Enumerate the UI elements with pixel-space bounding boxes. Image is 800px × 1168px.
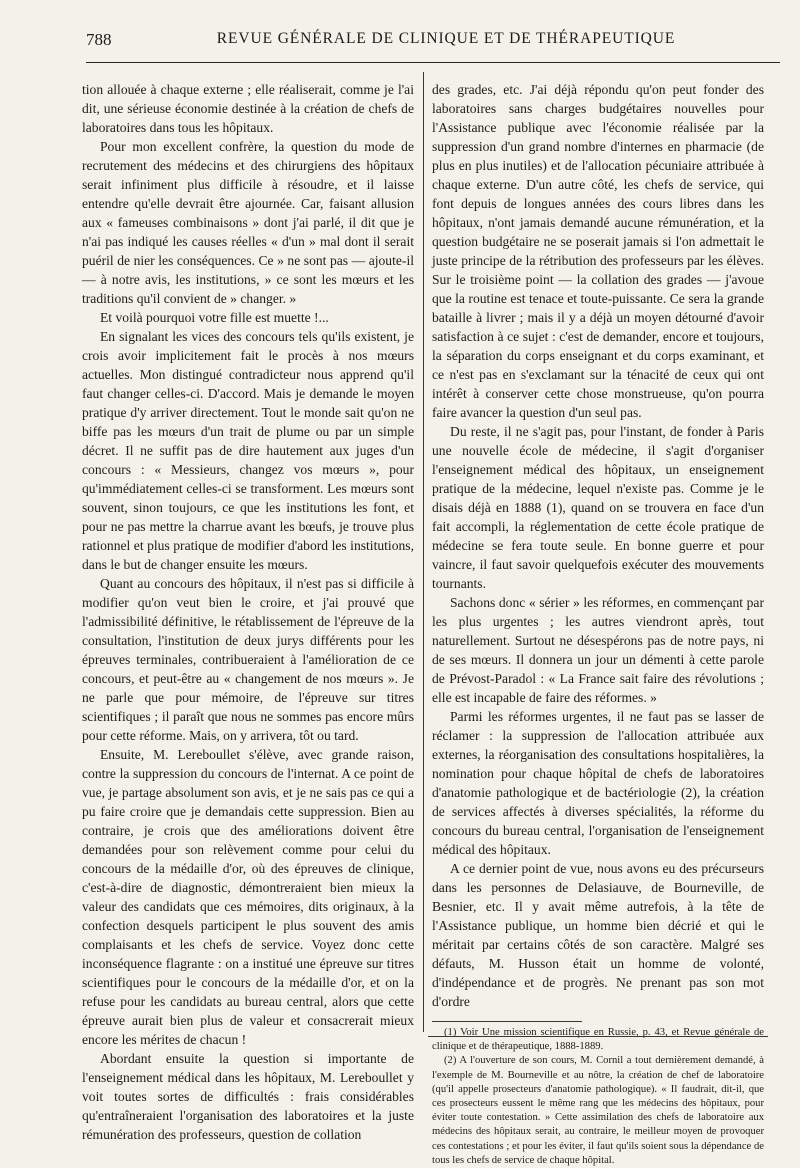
- running-title: REVUE GÉNÉRALE DE CLINIQUE ET DE THÉRAPEUTIQUE: [216, 30, 676, 47]
- header-rule: [86, 62, 780, 63]
- paragraph: Ensuite, M. Lereboullet s'élève, avec grande raison, contre la suppression du concours de l'internat. A ce point de vue, je partage absolument son avis, et je ne sais pas ce qui a pu faire croire que je demandais cette suppression. Bien au contraire, je crois que des améliorations doivent être demandées pour son relèvement comme pour celui du concours de la médaille d'or, où des épreuves de clinique, c'est-à-dire de diagnostic, démontreraient bien mieux la valeur des candidats que ces mémoires, dits originaux, à la confection desquels participent le plus souvent des amis complaisants et les chefs de service. Voyez donc cette inconséquence flagrante : on a institué une épreuve sur titres scientifiques pour le concours de la médaille d'or, et on la refuse pour les candidats au bureau central, alors que cette épreuve aurait bien plus de valeur et consacrerait mieux encore les mérites de chacun !: [82, 747, 414, 1047]
- footnote: (2) A l'ouverture de son cours, M. Cornil a tout dernièrement demandé, à l'exemple de M. Bourneville et au nôtre, la création de chef de laboratoire (qu'il appelle prosecteurs d'anatomie pathologique). « Il faudrait, dit-il, que ces prosecteurs eussent le même rang que les médecins des hôpitaux, pour éviter toute contestation. » Cette assimilation des chefs de laboratoire aux médecins des hôpitaux serait, au contraire, le meilleur moyen de provoquer ces contestations ; et pour les éviter, il faut qu'ils soient sous la dépendance de tous les chefs de service de chaque hôpital.: [432, 1055, 764, 1166]
- bottom-rule: [428, 1036, 768, 1037]
- right-column: [432, 80, 764, 1168]
- column-divider: [423, 72, 424, 1032]
- paragraph: Abordant ensuite la question si importante de l'enseignement médical dans les hôpitaux, M. Lereboullet y voit toutes sortes de difficultés : frais considérables qu'entraîneraient l'organisation des laboratoires et la juste rémunération des professeurs, question de collation: [82, 1051, 414, 1142]
- paragraph: Et voilà pourquoi votre fille est muette !...: [100, 310, 329, 325]
- footnote-rule: [432, 1021, 582, 1022]
- footnotes: [432, 1026, 764, 1168]
- paragraph: des grades, etc. J'ai déjà répondu qu'on peut fonder des laboratoires sans charges budgétaires nouvelles pour l'Assistance publique avec l'économie réalisée par la suppression d'un grand nombre d'internes en pharmacie (de plus en plus inutiles) et de l'allocation pécuniaire attribuée à chaque externe. D'un autre côté, les chefs de service, qui font depuis de longues années des cours libres dans les hôpitaux, n'ont jamais demandé aucune rémunération, et la question budgétaire ne se poserait jamais si l'on admettait le juste principe de la rétribution des professeurs par les élèves. Sur le troisième point — la collation des grades — j'avoue que la routine est tenace et toute-puissante. Ce sera la grande bataille à livrer ; mais il y a déjà un moyen détourné d'avoir satisfaction à ce sujet : c'est de demander, encore et toujours, la séparation du corps enseignant et du corps examinant, et ce n'est pas en s'exclamant sur la ténacité de ceux qui ont intérêt à conserver cette chose monstrueuse, qu'on pourra faire avancer la question d'un seul pas.: [432, 82, 764, 420]
- paragraph: Du reste, il ne s'agit pas, pour l'instant, de fonder à Paris une nouvelle école de médecine, il s'agit d'organiser l'enseignement médical des hôpitaux, un enseignement pratique de la médecine, lequel n'existe pas. Comme je le disais déjà en 1888 (1), quand on se trouvera en face d'un fait accompli, la réglementation de cette école pratique de médecine se fera toute seule. En bonne guerre et pour vaincre, il faut savoir quelquefois exécuter des mouvements tournants.: [432, 424, 764, 591]
- paragraph: tion allouée à chaque externe ; elle réaliserait, comme je l'ai dit, une sérieuse économie destinée à la création de chefs de laboratoires dans tous les hôpitaux.: [82, 82, 414, 135]
- left-column: [82, 80, 414, 1144]
- paragraph: Quant au concours des hôpitaux, il n'est pas si difficile à modifier qu'on veut bien le croire, et j'ai prouvé que l'admissibilité définitive, le rétablissement de l'épreuve de la consultation, l'institution de deux jurys différents pour les épreuves terminales, contribueraient à l'amélioration de ce concours, et peut-être au « changement de nos mœurs ». Je ne parle que pour mémoire, de l'épreuve sur titres scientifiques ; il paraît que nous ne sommes pas encore mûrs pour cette réforme. Mais, on y arrivera, tôt ou tard.: [82, 576, 414, 743]
- paragraph: En signalant les vices des concours tels qu'ils existent, je crois avoir implicitement fait le procès à nos mœurs actuelles. Mon distingué contradicteur nous apprend qu'il faut changer celles-ci. D'accord. Mais je demande le moyen pratique d'y arriver directement. Tout le monde sait qu'on ne biffe pas les mœurs d'un trait de plume ou par un simple décret. Il ne suffit pas de dire hautement aux juges d'un concours : « Messieurs, changez vos mœurs », pour qu'immédiatement celles-ci se transforment. Les mœurs sont souvent, sinon toujours, ce que les institutions les font, et pour ne pas mettre la charrue avant les bœufs, je trouve plus rationnel et plus pratique de modifier d'abord les institutions, dans le but de changer ensuite les mœurs.: [82, 329, 414, 572]
- paragraph: Parmi les réformes urgentes, il ne faut pas se lasser de réclamer : la suppression de l'allocation attribuée aux externes, la réorganisation des consultations hospitalières, la nomination pour chaque hôpital de chefs de laboratoires d'anatomie pathologique et de bactériologie (2), la création de services affectés à diverses spécialités, la réforme du concours du bureau central, l'organisation de l'enseignement médical des hôpitaux.: [432, 709, 764, 857]
- paragraph: Pour mon excellent confrère, la question du mode de recrutement des médecins et des chirurgiens des hôpitaux serait infiniment plus difficile à résoudre, et il laisse entendre qu'elle devrait être ajournée. Car, faisant allusion aux « fameuses combinaisons » dont j'ai parlé, il dit que je n'ai pas indiqué les causes réelles « d'un » mal dont il serait puéril de nier les conséquences. Ce » ne sont pas — ajoute-il — à notre avis, les institutions, » ce sont les mœurs et les traditions qu'il convient de » changer. »: [82, 139, 414, 306]
- paragraph: Sachons donc « sérier » les réformes, en commençant par les plus urgentes ; les autres viendront après, tout naturellement. Surtout ne désespérons pas de notre pays, ni de ses mœurs. Il donnera un jour un démenti à cette parole de Prévost-Paradol : « La France sait faire des révolutions ; elle est incapable de faire des réformes. »: [432, 595, 764, 705]
- footnote: (1) Voir Une mission scientifique en Russie, p. 43, et Revue générale de clinique et de thérapeutique, 1888-1889.: [432, 1027, 764, 1053]
- page-number: 788: [86, 30, 112, 49]
- paragraph: A ce dernier point de vue, nous avons eu des précurseurs dans les personnes de Delasiauve, de Bourneville, de Besnier, etc. Il y avait même autrefois, à la tête de l'Assistance publique, un homme bien décrié et qui le méritait par certains côtés de son caractère. Malgré ses défauts, M. Husson était un homme de volonté, d'indépendance et de progrès. Ne prenant pas son mot d'ordre: [432, 861, 764, 1009]
- page-header: [86, 30, 766, 54]
